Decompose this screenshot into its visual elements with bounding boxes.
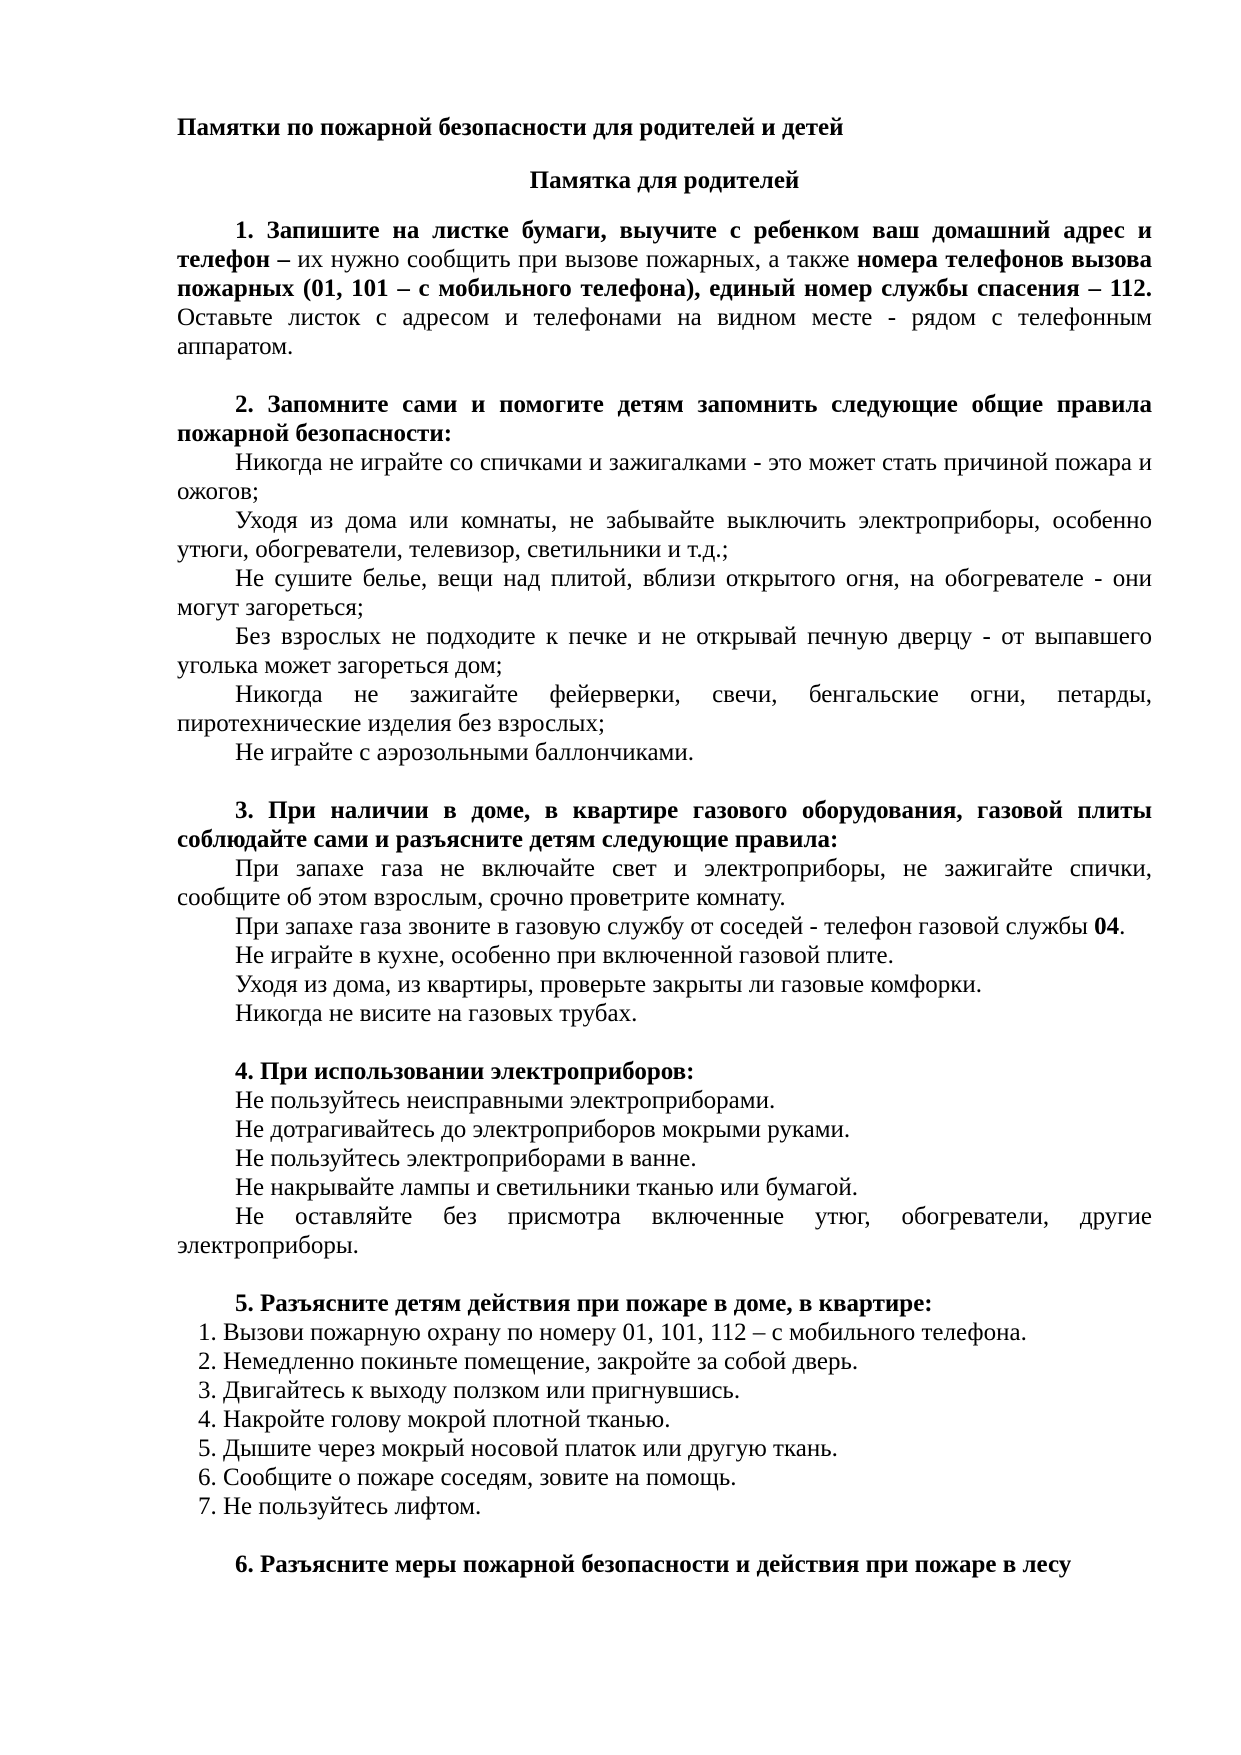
section-3-rule-4: Уходя из дома, из квартиры, проверьте закрыты ли газовые комфорки. [235,971,983,998]
section-4-heading: 4. При использовании электроприборов: [235,1058,695,1085]
document-subtitle: Памятка для родителей [529,167,800,194]
section-4-rule-1: Не пользуйтесь неисправными электроприборами. [235,1087,776,1114]
section-2-rule-2: Уходя из дома или комнаты, не забывайте выключить электроприборы, особенно утюги, обогреватели, телевизор, светильники и т.д.; [177,507,1152,563]
section-1-normal-tail: Оставьте листок с адресом и телефонами на видном месте - рядом с телефонным аппаратом. [177,304,1152,360]
section-2-rule-1: Никогда не играйте со спичками и зажигалками - это может стать причиной пожара и ожогов; [177,449,1152,505]
section-2-rule-4: Без взрослых не подходите к печке и не открывай печную дверцу - от выпавшего уголька может загореться дом; [177,623,1152,679]
section-4-rule-3: Не пользуйтесь электроприборами в ванне. [235,1145,697,1172]
section-2-rule-5: Никогда не зажигайте фейерверки, свечи, бенгальские огни, петарды, пиротехнические изделия без взрослых; [177,681,1152,737]
section-4-rule-4: Не накрывайте лампы и светильники тканью или бумагой. [235,1174,858,1201]
section-4-rule-2: Не дотрагивайтесь до электроприборов мокрыми руками. [235,1116,851,1143]
section-1-normal-mid: их нужно сообщить при вызове пожарных, а также [297,246,857,273]
section-3-rule-2-period: . [1119,913,1126,940]
section-3-rule-3: Не играйте в кухне, особенно при включенной газовой плите. [235,942,894,969]
section-5-heading: 5. Разъясните детям действия при пожаре в доме, в квартире: [235,1290,933,1317]
fire-action-step-1: 1. Вызови пожарную охрану по номеру 01, 101, 112 – с мобильного телефона. [198,1319,1027,1346]
section-1-bold-numbers: номера телефонов вызова пожарных (01, 101 – с мобильного телефона), единый номер службы спасения – 112. [177,246,1152,302]
section-1-bold-lead: 1. Запишите на листке бумаги, выучите с ребенком ваш домашний адрес и телефон – [177,217,1152,273]
section-6-heading: 6. Разъясните меры пожарной безопасности и действия при пожаре в лесу [235,1551,1072,1578]
section-3-heading: 3. При наличии в доме, в квартире газового оборудования, газовой плиты соблюдайте сами и разъясните детям следующие правила: [177,797,1152,853]
section-2-rule-6: Не играйте с аэрозольными баллончиками. [235,739,694,766]
gas-service-number: 04 [1094,913,1120,940]
fire-action-step-3: 3. Двигайтесь к выходу ползком или пригнувшись. [198,1377,741,1404]
fire-action-step-4: 4. Накройте голову мокрой плотной тканью. [198,1406,671,1433]
section-3-rule-5: Никогда не висите на газовых трубах. [235,1000,638,1027]
section-3-rule-1: При запахе газа не включайте свет и электроприборы, не зажигайте спички, сообщите об этом взрослым, срочно проветрите комнату. [177,855,1152,911]
section-1-paragraph [177,216,1152,361]
document-title: Памятки по пожарной безопасности для родителей и детей [177,114,844,141]
section-3-rule-2 [177,912,1152,941]
fire-action-step-5: 5. Дышите через мокрый носовой платок или другую ткань. [198,1435,838,1462]
fire-action-step-6: 6. Сообщите о пожаре соседям, зовите на помощь. [198,1464,737,1491]
fire-action-step-7: 7. Не пользуйтесь лифтом. [198,1493,482,1520]
section-4-rule-5: Не оставляйте без присмотра включенные утюг, обогреватели, другие электроприборы. [177,1203,1152,1259]
fire-action-step-2: 2. Немедленно покиньте помещение, закройте за собой дверь. [198,1348,859,1375]
section-2-rule-3: Не сушите белье, вещи над плитой, вблизи открытого огня, на обогревателе - они могут загореться; [177,565,1152,621]
section-2-heading: 2. Запомните сами и помогите детям запомнить следующие общие правила пожарной безопасности: [177,391,1152,447]
section-3-rule-2-text: При запахе газа звоните в газовую службу от соседей - телефон газовой службы [235,913,1095,940]
